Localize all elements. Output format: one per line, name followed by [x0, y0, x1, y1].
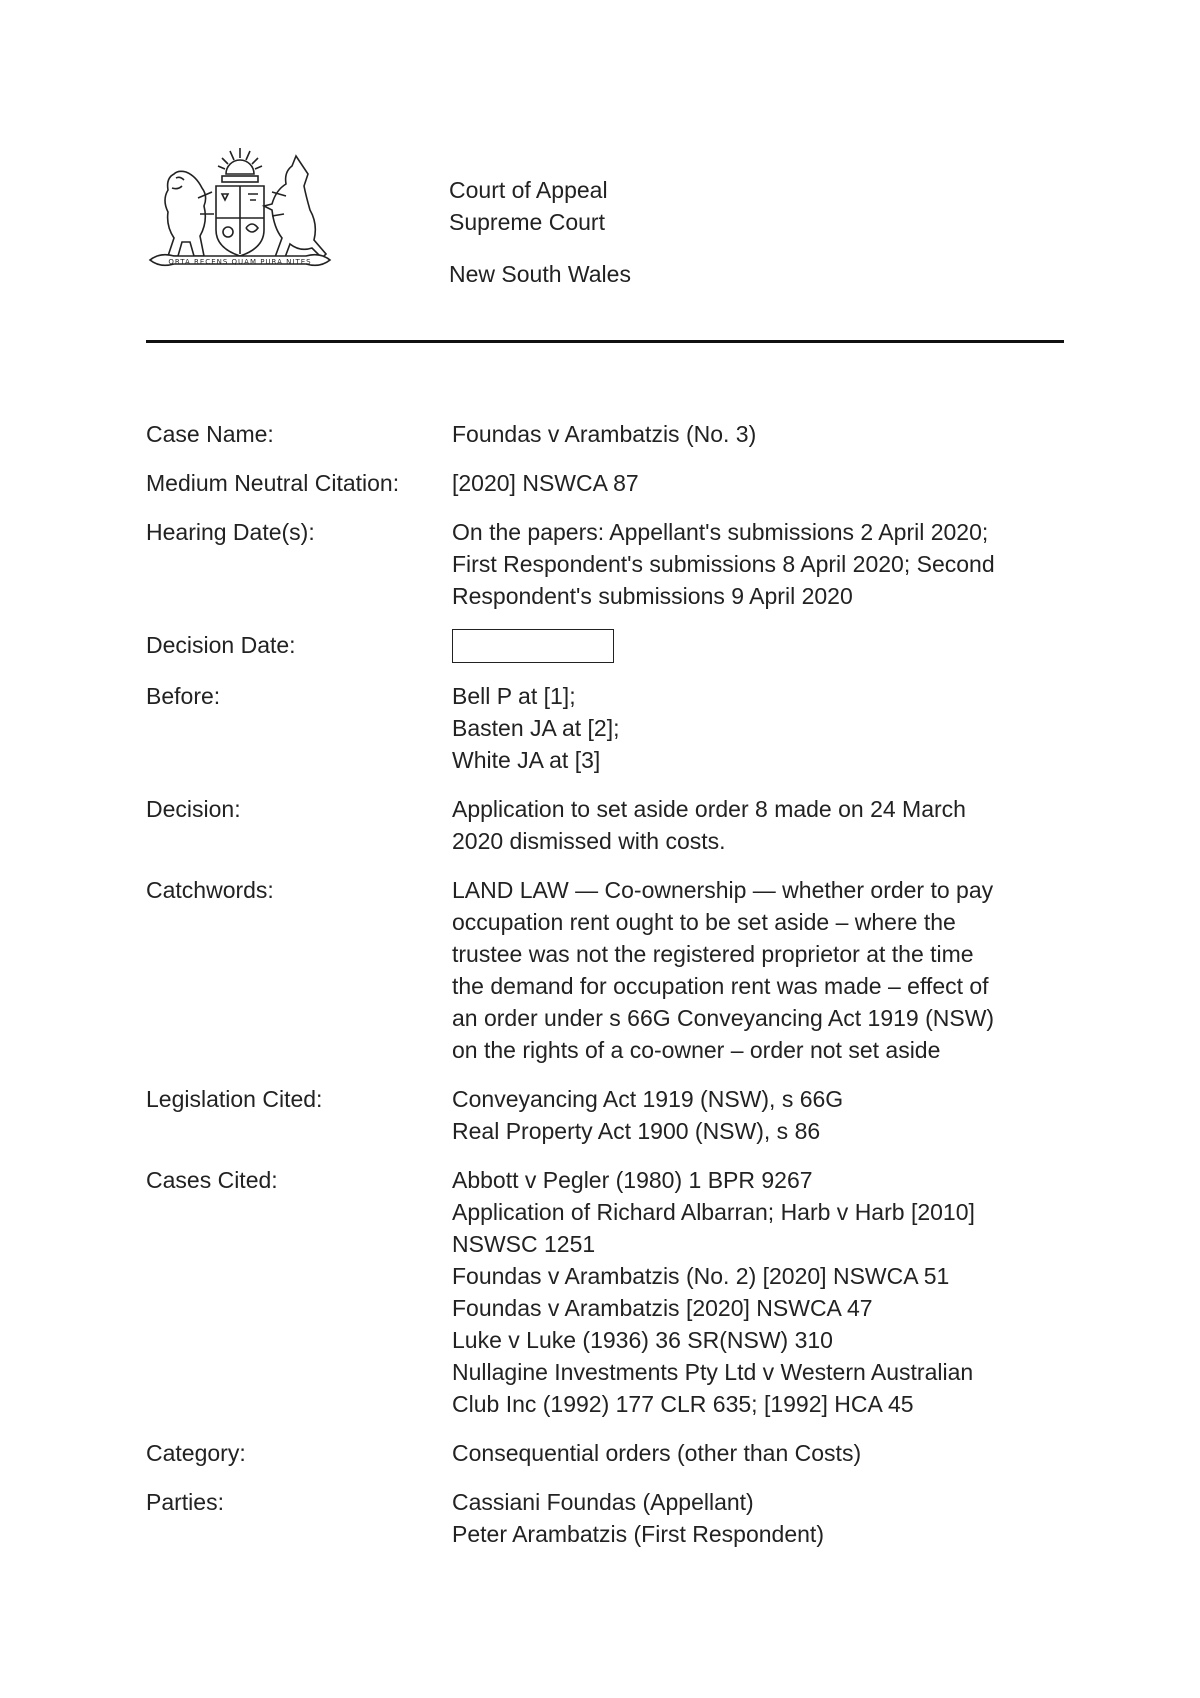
- value-line: Foundas v Arambatzis (No. 2) [2020] NSWCA 51: [452, 1263, 950, 1289]
- value-line: Peter Arambatzis (First Respondent): [452, 1521, 824, 1547]
- catchwords-row: [146, 874, 1066, 1066]
- before-row: [146, 680, 1066, 776]
- court-name: Court of Appeal: [449, 177, 608, 203]
- value-line: on the rights of a co-owner – order not set aside: [452, 1037, 941, 1063]
- value-line: trustee was not the registered proprietor at the time: [452, 941, 974, 967]
- jurisdiction: New South Wales: [449, 261, 631, 287]
- value-line: the demand for occupation rent was made – effect of: [452, 973, 989, 999]
- case-name-value: [452, 418, 1066, 450]
- nsw-coat-of-arms-icon: [146, 144, 334, 278]
- value-line: Application to set aside order 8 made on 24 March: [452, 796, 966, 822]
- decision-date-row: [146, 629, 1066, 663]
- citation-row: [146, 467, 1066, 499]
- value-line: LAND LAW — Co-ownership — whether order to pay: [452, 877, 994, 903]
- value-line: Foundas v Arambatzis (No. 3): [452, 421, 757, 447]
- value-line: [2020] NSWCA 87: [452, 470, 639, 496]
- value-line: Nullagine Investments Pty Ltd v Western Australian: [452, 1359, 974, 1385]
- value-line: occupation rent ought to be set aside – where the: [452, 909, 956, 935]
- value-line: Basten JA at [2];: [452, 715, 620, 741]
- field-label: Hearing Date(s):: [146, 519, 315, 545]
- citation-value: [452, 467, 1066, 499]
- before-value: [452, 680, 1066, 776]
- parties-value: [452, 1486, 1066, 1550]
- value-line: White JA at [3]: [452, 747, 601, 773]
- decision-date-value: [452, 629, 1066, 663]
- value-line: Respondent's submissions 9 April 2020: [452, 583, 853, 609]
- value-line: NSWSC 1251: [452, 1231, 596, 1257]
- field-label: Catchwords:: [146, 877, 274, 903]
- field-label: Case Name:: [146, 421, 274, 447]
- field-label: Cases Cited:: [146, 1167, 278, 1193]
- catchwords-value: [452, 874, 1066, 1066]
- value-line: Consequential orders (other than Costs): [452, 1440, 862, 1466]
- court-division: Supreme Court: [449, 209, 605, 235]
- field-label: Category:: [146, 1440, 246, 1466]
- category-row: [146, 1437, 1066, 1469]
- value-line: First Respondent's submissions 8 April 2020; Second: [452, 551, 995, 577]
- value-line: Abbott v Pegler (1980) 1 BPR 9267: [452, 1167, 813, 1193]
- value-line: Foundas v Arambatzis [2020] NSWCA 47: [452, 1295, 873, 1321]
- field-label: Decision Date:: [146, 632, 296, 658]
- header-divider: [146, 340, 1064, 343]
- cases-cited-row: [146, 1164, 1066, 1420]
- value-line: Conveyancing Act 1919 (NSW), s 66G: [452, 1086, 844, 1112]
- value-line: 2020 dismissed with costs.: [452, 828, 726, 854]
- cases-cited-value: [452, 1164, 1066, 1420]
- decision-row: [146, 793, 1066, 857]
- svg-text:ORTA RECENS QUAM PURA NITES: ORTA RECENS QUAM PURA NITES: [168, 258, 312, 266]
- legislation-value: [452, 1083, 1066, 1147]
- field-label: Legislation Cited:: [146, 1086, 323, 1112]
- hearing-dates-value: [452, 516, 1066, 612]
- value-line: Bell P at [1];: [452, 683, 576, 709]
- field-label: Parties:: [146, 1489, 224, 1515]
- case-name-row: [146, 418, 1066, 450]
- field-label: Decision:: [146, 796, 241, 822]
- value-line: Luke v Luke (1936) 36 SR(NSW) 310: [452, 1327, 833, 1353]
- value-line: Cassiani Foundas (Appellant): [452, 1489, 754, 1515]
- value-line: an order under s 66G Conveyancing Act 1919 (NSW): [452, 1005, 995, 1031]
- parties-row: [146, 1486, 1066, 1550]
- hearing-dates-row: [146, 516, 1066, 612]
- value-line: Application of Richard Albarran; Harb v Harb [2010]: [452, 1199, 975, 1225]
- field-label: Medium Neutral Citation:: [146, 470, 400, 496]
- value-line: On the papers: Appellant's submissions 2 April 2020;: [452, 519, 989, 545]
- category-value: [452, 1437, 1066, 1469]
- decision-value: [452, 793, 1066, 857]
- value-line: Club Inc (1992) 177 CLR 635; [1992] HCA 45: [452, 1391, 914, 1417]
- field-label: Before:: [146, 683, 221, 709]
- case-details-table: [146, 418, 1066, 1567]
- value-line: Real Property Act 1900 (NSW), s 86: [452, 1118, 821, 1144]
- court-heading: [449, 174, 631, 290]
- decision-date-field: [452, 629, 614, 663]
- legislation-row: [146, 1083, 1066, 1147]
